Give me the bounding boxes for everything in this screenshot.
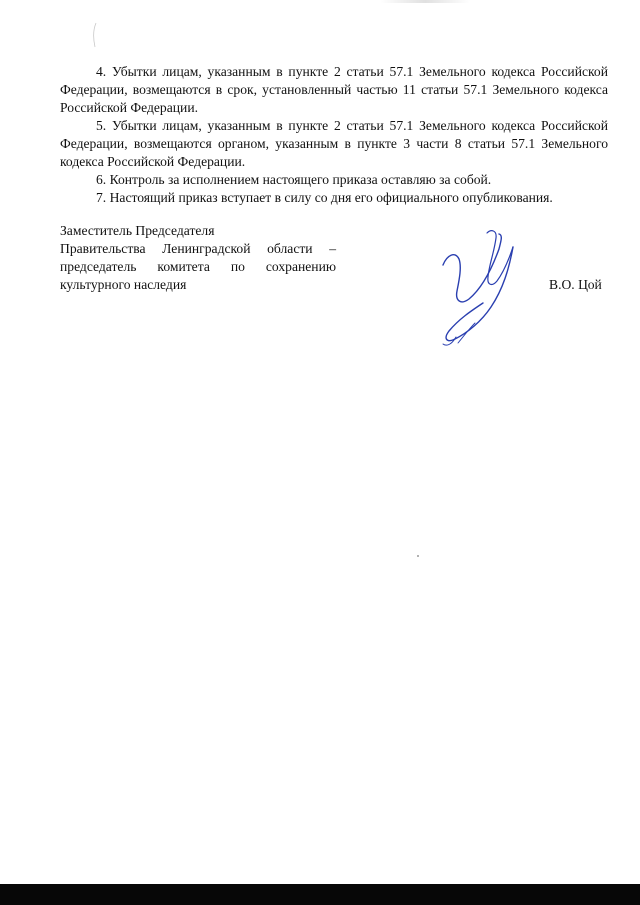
order-clauses [60,63,608,207]
scan-mark [92,22,98,48]
scan-smudge [380,0,470,3]
scan-speck [417,555,419,557]
signatory-title-line: культурного наследия [60,277,187,292]
handwritten-signature [425,225,535,350]
clause-6: 6. Контроль за исполнением настоящего приказа оставляю за собой. [96,172,492,187]
clause-7: 7. Настоящий приказ вступает в силу со дня его официального опубликования. [96,190,553,205]
clause-4: 4. Убытки лицам, указанным в пункте 2 статьи 57.1 Земельного кодекса Российской Федерации, возмещаются в срок, установленный частью 11 статьи 57.1 Земельного кодекса Российской Федерации. [60,64,608,115]
signer-name: В.О. Цой [549,277,602,292]
signatory-title-line: Заместитель Председателя [60,223,215,238]
scan-bottom-edge [0,884,640,905]
clause-5: 5. Убытки лицам, указанным в пункте 2 статьи 57.1 Земельного кодекса Российской Федерации, возмещаются органом, указанным в пункте 3 части 8 статьи 57.1 Земельного кодекса Российской Федерации. [60,118,608,169]
signatory-title-line: Правительства Ленинградской области – [60,241,336,256]
signatory-title-line: председатель комитета по сохранению [60,259,336,274]
signatory-title [60,222,336,294]
